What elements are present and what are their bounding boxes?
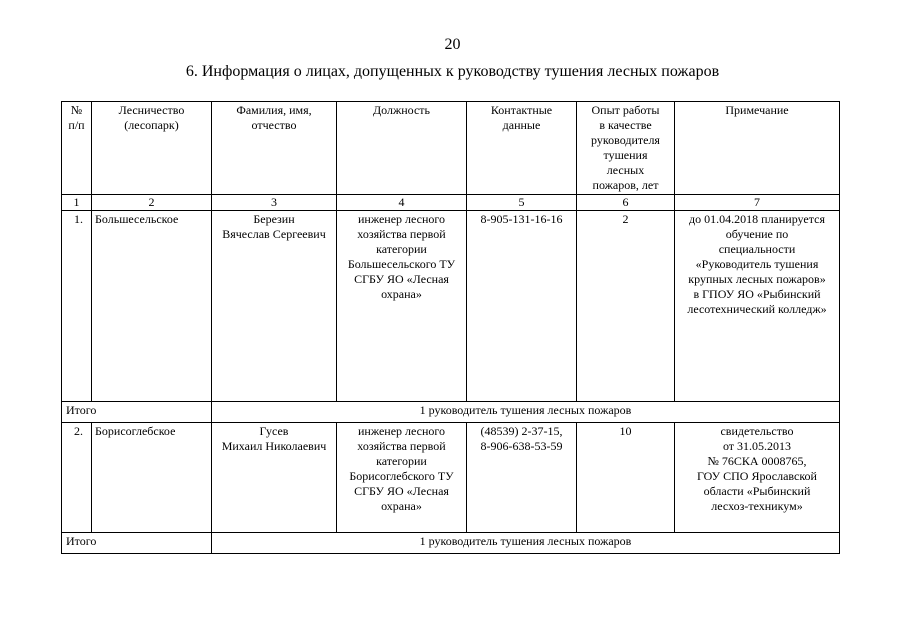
header-cell-experience: Опыт работы в качестве руководителя тушения лесных пожаров, лет — [577, 102, 675, 195]
persons-table — [61, 101, 840, 554]
total-value: 1 руководитель тушения лесных пожаров — [212, 402, 840, 423]
column-number: 1 — [62, 195, 92, 211]
table-row — [62, 211, 840, 402]
column-number: 4 — [337, 195, 467, 211]
position-cell: инженер лесного хозяйства первой категории Большесельского ТУ СГБУ ЯО «Лесная охрана» — [337, 211, 467, 402]
header-cell-name: Фамилия, имя, отчество — [212, 102, 337, 195]
column-number: 5 — [467, 195, 577, 211]
forestry-cell: Большесельское — [92, 211, 212, 402]
total-row — [62, 533, 840, 554]
header-row — [62, 102, 840, 195]
contacts-cell: 8-905-131-16-16 — [467, 211, 577, 402]
name-cell: Гусев Михаил Николаевич — [212, 423, 337, 533]
table-row — [62, 423, 840, 533]
experience-cell: 10 — [577, 423, 675, 533]
page-number: 20 — [444, 36, 461, 53]
forestry-cell: Борисоглебское — [92, 423, 212, 533]
total-label: Итого — [62, 402, 212, 423]
experience-cell: 2 — [577, 211, 675, 402]
page-title: 6. Информация о лицах, допущенных к руководству тушения лесных пожаров — [185, 63, 720, 80]
total-label: Итого — [62, 533, 212, 554]
row-number: 2. — [62, 423, 92, 533]
total-row — [62, 402, 840, 423]
column-number: 6 — [577, 195, 675, 211]
header-cell-number: № п/п — [62, 102, 92, 195]
header-cell-position: Должность — [337, 102, 467, 195]
column-number: 2 — [92, 195, 212, 211]
column-number-row — [62, 195, 840, 211]
column-number: 3 — [212, 195, 337, 211]
total-value: 1 руководитель тушения лесных пожаров — [212, 533, 840, 554]
column-number: 7 — [675, 195, 840, 211]
contacts-cell: (48539) 2-37-15, 8-906-638-53-59 — [467, 423, 577, 533]
row-number: 1. — [62, 211, 92, 402]
header-cell-forestry: Лесничество (лесопарк) — [92, 102, 212, 195]
header-cell-note: Примечание — [675, 102, 840, 195]
note-cell: свидетельство от 31.05.2013 № 76СКА 0008765, ГОУ СПО Ярославской области «Рыбинский лесхоз-техникум» — [675, 423, 840, 533]
position-cell: инженер лесного хозяйства первой категории Борисоглебского ТУ СГБУ ЯО «Лесная охрана» — [337, 423, 467, 533]
name-cell: Березин Вячеслав Сергеевич — [212, 211, 337, 402]
note-cell: до 01.04.2018 планируется обучение по специальности «Руководитель тушения крупных лесных пожаров» в ГПОУ ЯО «Рыбинский лесотехнический колледж» — [675, 211, 840, 402]
header-cell-contacts: Контактные данные — [467, 102, 577, 195]
